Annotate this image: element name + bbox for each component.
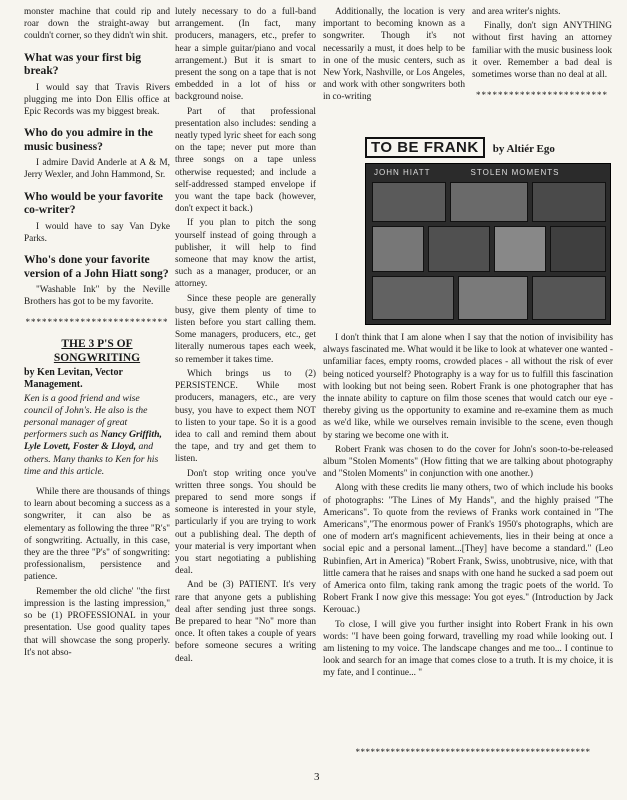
album-cover-lettering [374, 168, 602, 177]
answer-first-break: I would say that Travis Rivers plugging me into Don Ellis office at Epic Records was my biggest break. [24, 82, 170, 118]
photo-frame [532, 182, 606, 222]
article-paragraph: Along with these credits lie many others, two of which include his books of photographs: "The Lines of My Hands", and the highly praised "The Americans". To quote from the reviews of Franks work contained in "The Americans","The enormous power of Frank's 1950's photographs, which are one of modern art's magnificent achievements, lies in their being at once a social epic and a personal lament...[They] have become a standard." (Leo Rubinfien, Art in America) "Robert Frank, Swiss, unobtrusive, nice, with that little camera that he raises and snaps with one hand he sucked a sad poem out of America onto film, taking rank among the tragic poets of the world. To Robert Frank I now give this message: You got eyes." (Introduction by Jack Kerouac.) [323, 483, 613, 616]
photo-frame [494, 226, 546, 272]
page-number: 3 [314, 771, 320, 783]
photo-frame [372, 276, 454, 320]
to-be-frank-article [323, 332, 613, 682]
star-divider: ************************** [25, 317, 169, 328]
article-paragraph: and area writer's nights. [472, 7, 561, 17]
article-paragraph: Which brings us to (2) PERSISTENCE. While most producers, managers, etc., are very busy, you have to expect them NOT to listen to your tape. So it is a good idea to call and remind them about the tape, and try and get them to listen. [175, 368, 316, 465]
album-title: STOLEN MOMENTS [470, 168, 560, 177]
article-byline: by Ken Levitan, Vector Management. [24, 366, 123, 390]
article-paragraph: Robert Frank was chosen to do the cover for John's soon-to-be-released album "Stolen Moments" (How fitting that we are talking about photography and "Stolen Moments" in conjunction with one another.) [323, 444, 613, 480]
article-paragraph: While there are thousands of things to learn about becoming a success as a songwriter, it can also be as elementary as following the three "R's" of songwriting. Actually, in this case, they are the three "P's" of songwriting: professionalism, persistence and patience. [24, 487, 170, 583]
column-4 [472, 6, 612, 109]
photo-frame [458, 276, 528, 320]
photo-frame [428, 226, 490, 272]
question-admire: Who do you admire in the music business? [24, 126, 153, 153]
photo-frame [450, 182, 528, 222]
article-paragraph: lutely necessary to do a full-band arrangement. (In fact, many producers, managers, etc., prefer to hear a simple guitar/piano and vocal arrangement.) But it is smart to present the song on a tape that is not embedded in a lot of hiss or background noise. [175, 7, 316, 103]
question-favorite-version: Who's done your favorite version of a John Hiatt song? [24, 253, 169, 280]
question-first-break: What was your first big break? [24, 50, 142, 78]
article-paragraph: I don't think that I am alone when I say that the notion of invisibility has always fascinated me. What would it be like to look at whatever one wanted - unfamiliar faces, empty rooms, crowded places - all without the risk of ever being noticed yourself? Photography is a way for us to fulfill this fascination with looking but not being seen. Robert Frank is one photographer that has the innate ability to capture on film those scenes that would catch our eye - thereby giving us the opportunity to examine and re-examine them as much as we'd like, while we ourselves remain invisible to the scene, even though by staring we become one with it. [323, 333, 613, 441]
album-cover-image [365, 163, 611, 325]
article-paragraph: Don't stop writing once you've written three songs. You should be prepared to send more songs if someone is interested in your style, particularly if you are trying to work out a publishing deal. The depth of your material is very important when you start negotiating a publishing deal. [175, 468, 316, 577]
article-paragraph: Part of that professional presentation also includes: sending a neatly typed lyric sheet for each song on the tape; never put more than three songs on a tape unless otherwise requested; and include a self-addressed stamped envelope if you want the tape back (however, don't expect it back.) [175, 106, 316, 215]
photo-frame [372, 226, 424, 272]
section-title-line-1: THE 3 P'S OF [61, 337, 133, 350]
section-title-line-2: SONGWRITING [53, 351, 141, 364]
photo-frame [532, 276, 606, 320]
column-2 [175, 6, 316, 667]
question-cowriter: Who would be your favorite co-writer? [24, 189, 163, 217]
to-be-frank-title: TO BE FRANK [365, 137, 485, 158]
article-paragraph: Additionally, the location is very important to becoming known as a songwriter. Though it's not necessarily a must, it does help to be in one of the music centers, such as New York, Nashville, or Los Angeles, and work with other songwriters both in co-writing [323, 7, 465, 103]
column-1 [24, 6, 170, 661]
answer-admire: I admire David Anderle at A & M, Jerry Wexler, and John Hammond, Sr. [24, 158, 170, 181]
article-paragraph: Since these people are generally busy, give them plenty of time to listen before you start calling them. Some managers, producers, etc., get literally numerous tapes each week, so remember it takes time. [175, 293, 316, 365]
star-divider: ************************ [476, 90, 608, 101]
album-artist: JOHN HIATT [374, 168, 431, 177]
article-paragraph: And be (3) PATIENT. It's very rare that anyone gets a publishing deal after sending just three songs. Be prepared to hear "No" more than once. It often takes a couple of years before someone secures a writing deal. [175, 580, 316, 664]
photo-frame [372, 182, 446, 222]
star-divider: *********************************************** [355, 747, 591, 757]
article-paragraph: To close, I will give you further insight into Robert Frank in his own words: "I have been going forward, travelling my road while looking out. I am listening to my voice. The landscape changes and me too... I continue to look and search for an image that comes close to a truth. It is my choice, it is my fate, and I continue... " [323, 619, 613, 679]
photo-frame [550, 226, 606, 272]
answer-cowriter: I would have to say Van Dyke Parks. [24, 221, 170, 244]
column-3 [323, 6, 465, 106]
article-paragraph: Finally, don't sign ANYTHING without first having an attorney familiar with the music business look it over. Remember a bad deal is sometimes worse than no deal at all. [472, 21, 612, 81]
to-be-frank-byline: by Altiér Ego [492, 143, 555, 155]
article-intro: Ken is a good friend and wise council of John's. He also is the personal manager of great performers such as Nancy Griffith, Lyle Lovett, Foster & Lloyd, and others. Many thanks to Ken for his time and this article. [24, 392, 162, 477]
answer-favorite-version: "Washable Ink" by the Neville Brothers has got to be my favorite. [24, 285, 170, 308]
to-be-frank-header [365, 139, 613, 159]
article-paragraph: If you plan to pitch the song yourself instead of going through a publisher, it will help to find someone that may know the artist, such as a manager, producer, or an attorney. [175, 218, 316, 290]
interview-continuation: monster machine that could rip and roar down the straight-away but couldn't corner, so they didn't win shit. [24, 7, 170, 42]
article-paragraph: Remember the old cliche' "the first impression is the lasting impression," so be (1) PROFESSIONAL in your presentation. Use good quality tapes that will showcase the song properly. It's not abso- [24, 586, 170, 658]
